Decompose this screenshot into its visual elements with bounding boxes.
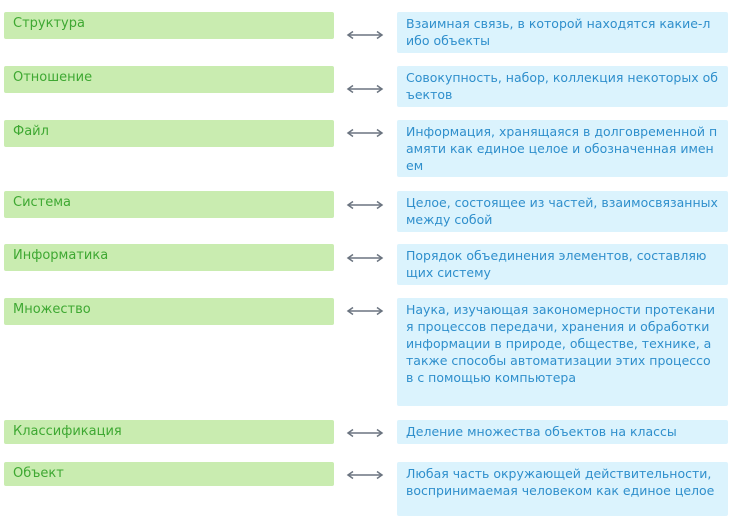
definition-box[interactable]: Взаимная связь, в которой находятся какие-либо объекты — [397, 12, 728, 53]
definition-box[interactable]: Любая часть окружающей действительности, воспринимаемая человеком как единое целое — [397, 462, 728, 516]
double-arrow-icon — [346, 306, 384, 316]
term-box[interactable]: Структура — [4, 12, 334, 39]
definition-box[interactable]: Совокупность, набор, коллекция некоторых объектов — [397, 66, 728, 107]
definition-box[interactable]: Целое, состоящее из частей, взаимосвязанных между собой — [397, 191, 728, 232]
double-arrow-icon — [346, 30, 384, 40]
definition-box[interactable]: Порядок объединения элементов, составляющих систему — [397, 244, 728, 285]
definition-box[interactable]: Информация, хранящаяся в долговременной памяти как единое целое и обозначенная именем — [397, 120, 728, 177]
term-box[interactable]: Файл — [4, 120, 334, 147]
double-arrow-icon — [346, 253, 384, 263]
double-arrow-icon — [346, 470, 384, 480]
term-box[interactable]: Система — [4, 191, 334, 218]
term-box[interactable]: Объект — [4, 462, 334, 486]
double-arrow-icon — [346, 200, 384, 210]
double-arrow-icon — [346, 128, 384, 138]
definition-box[interactable]: Деление множества объектов на классы — [397, 420, 728, 444]
term-box[interactable]: Классификация — [4, 420, 334, 444]
double-arrow-icon — [346, 84, 384, 94]
term-box[interactable]: Информатика — [4, 244, 334, 271]
definition-box[interactable]: Наука, изучающая закономерности протекания процессов передачи, хранения и обработки информации в природе, обществе, технике, а также способы автоматизации этих процессов с помощью компьютера — [397, 298, 728, 406]
double-arrow-icon — [346, 428, 384, 438]
term-box[interactable]: Множество — [4, 298, 334, 325]
term-box[interactable]: Отношение — [4, 66, 334, 93]
